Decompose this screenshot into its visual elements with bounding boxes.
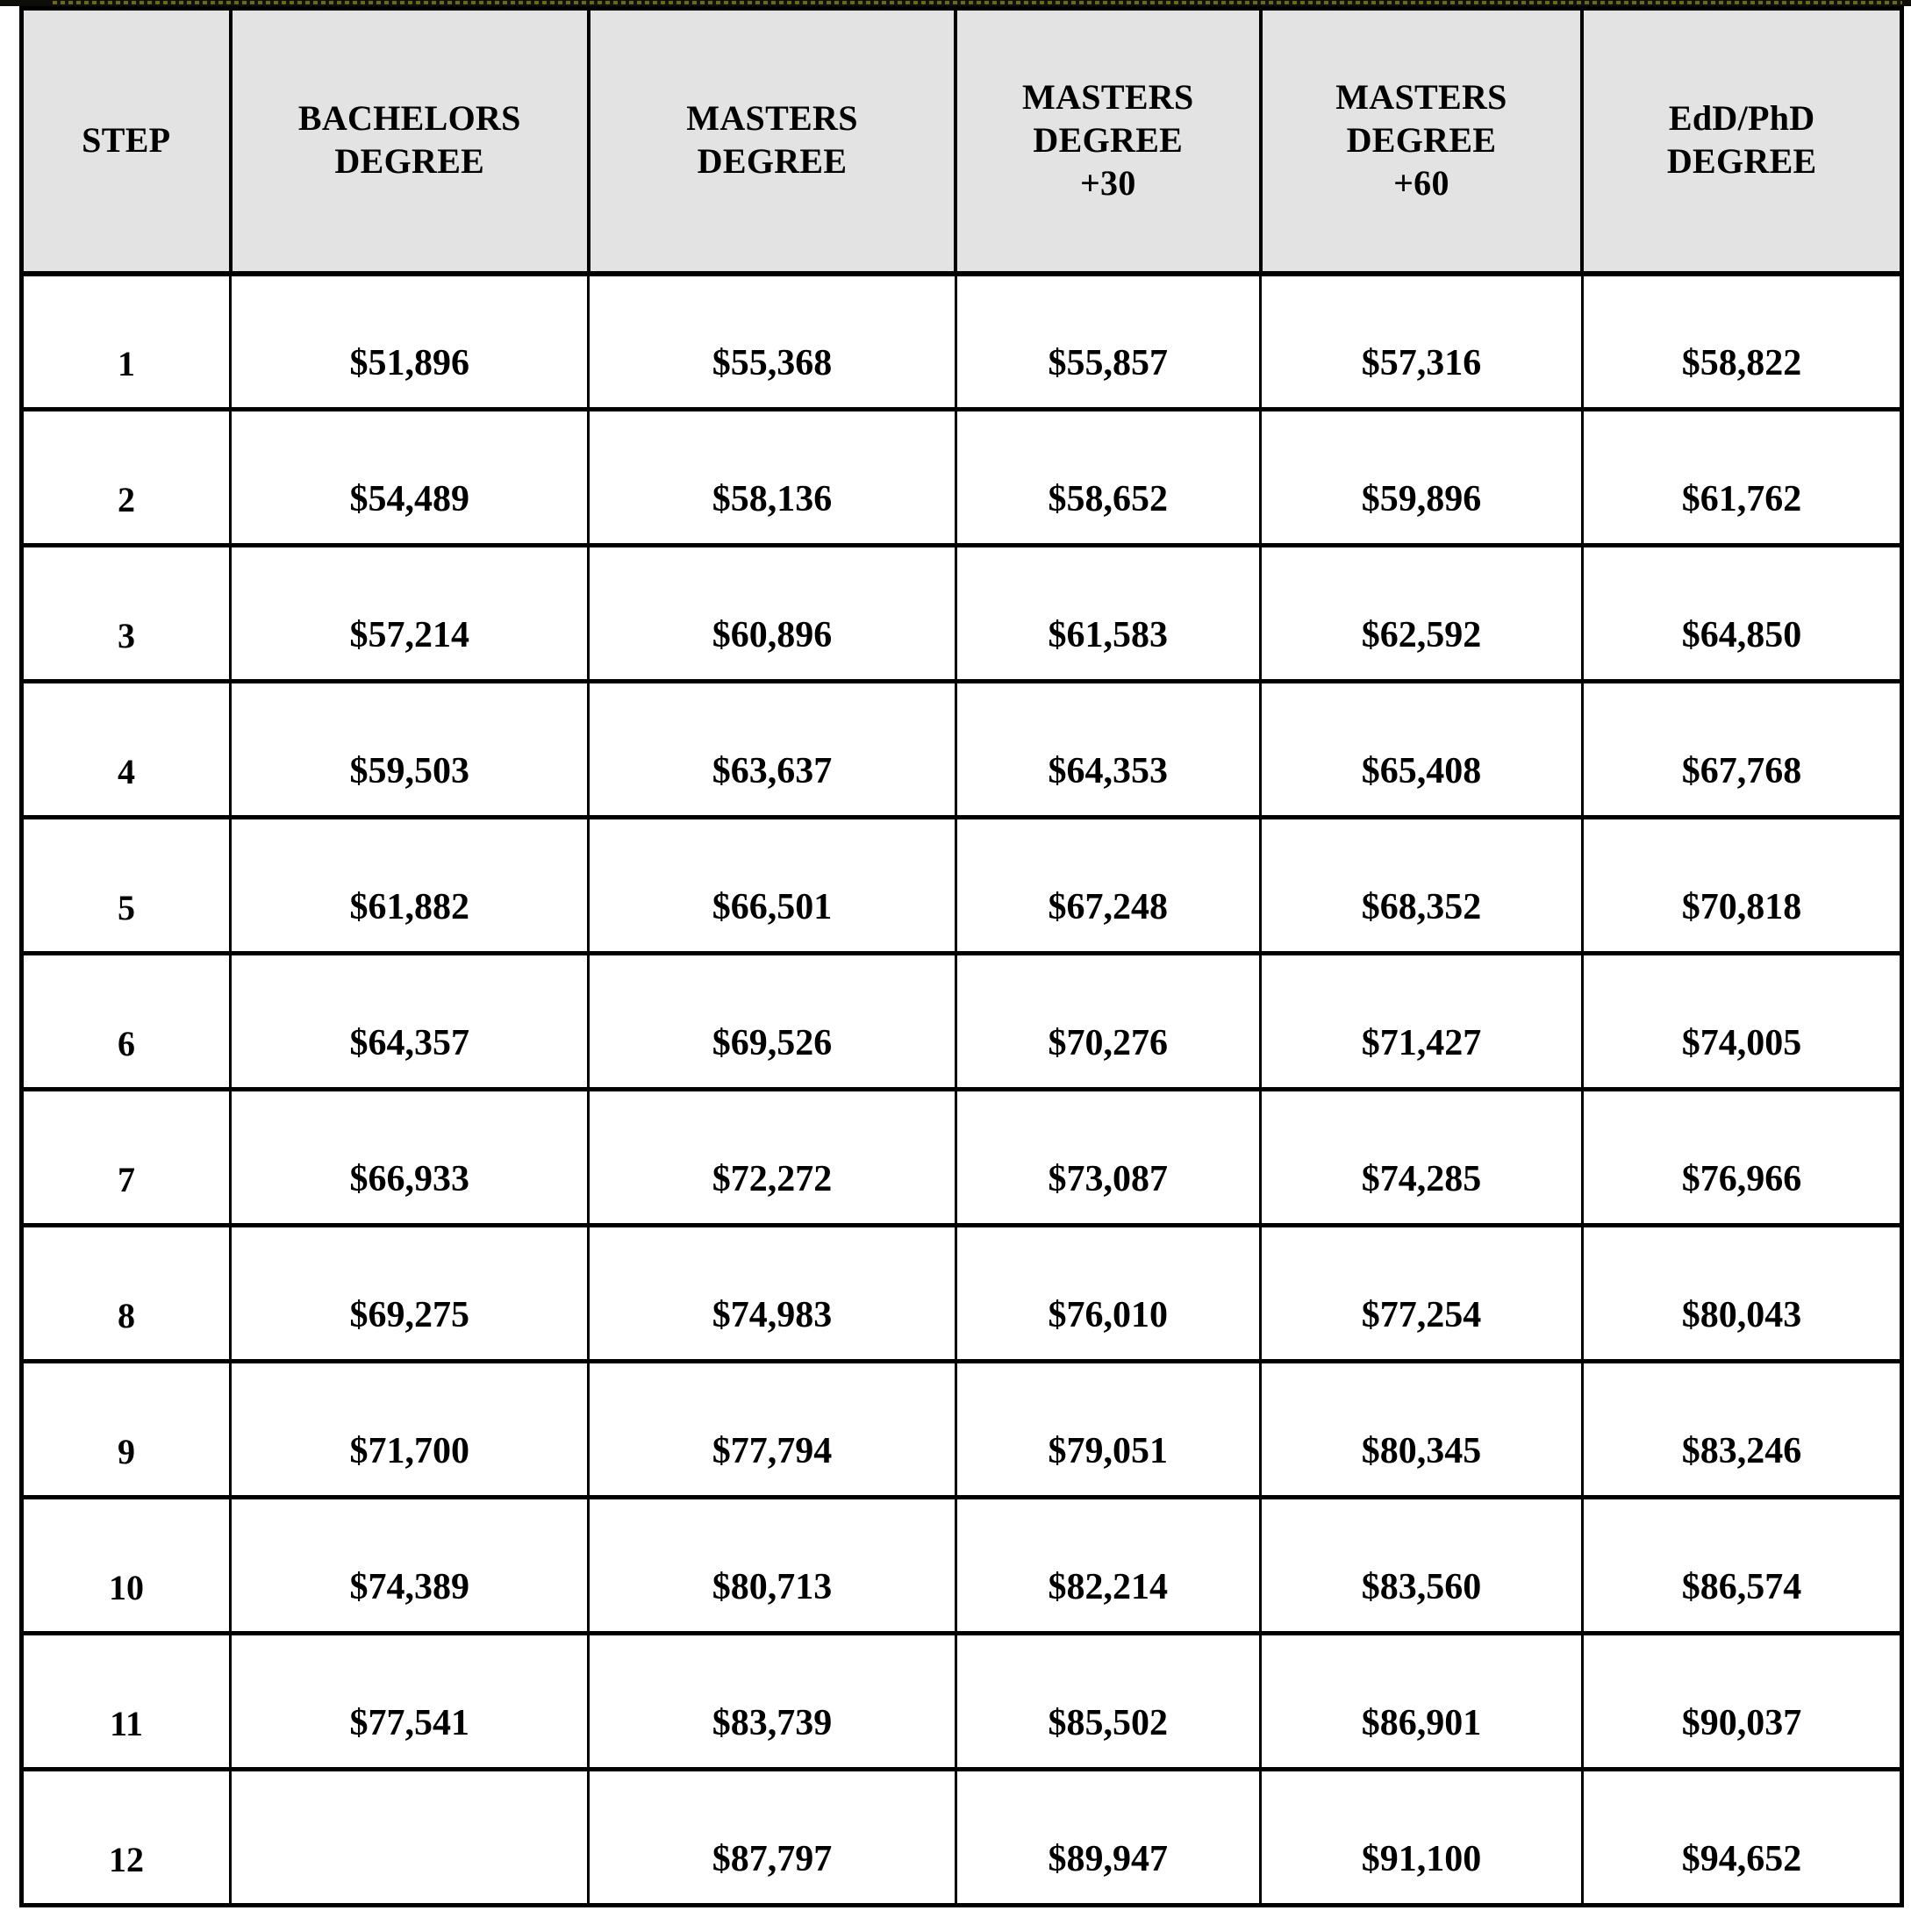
- table-row: [22, 1634, 1902, 1770]
- salary-cell-mast30: $70,276: [956, 954, 1260, 1090]
- step-cell: 11: [22, 1634, 231, 1770]
- table-row: [22, 1770, 1902, 1906]
- table-body: [22, 274, 1902, 1906]
- step-cell: 2: [22, 410, 231, 546]
- salary-cell-mast30: $73,087: [956, 1090, 1260, 1226]
- salary-cell-mast: $69,526: [589, 954, 956, 1090]
- salary-cell-edd: $61,762: [1582, 410, 1901, 546]
- step-cell: 3: [22, 546, 231, 682]
- table-row: [22, 818, 1902, 954]
- step-cell: 12: [22, 1770, 231, 1906]
- step-cell: 9: [22, 1362, 231, 1498]
- salary-cell-mast60: $71,427: [1261, 954, 1583, 1090]
- column-header-step: [22, 9, 231, 274]
- column-header-edd: [1582, 9, 1901, 274]
- salary-cell-mast: $63,637: [589, 682, 956, 818]
- salary-cell-mast30: $85,502: [956, 1634, 1260, 1770]
- salary-cell-bach: $51,896: [231, 274, 589, 410]
- column-header-mast60: [1261, 9, 1583, 274]
- salary-cell-edd: $83,246: [1582, 1362, 1901, 1498]
- salary-cell-mast60: $65,408: [1261, 682, 1583, 818]
- salary-cell-bach: $61,882: [231, 818, 589, 954]
- salary-cell-mast: $72,272: [589, 1090, 956, 1226]
- salary-cell-bach: $54,489: [231, 410, 589, 546]
- step-cell: 5: [22, 818, 231, 954]
- cropped-text-remnant: [53, 1, 1902, 4]
- salary-cell-edd: $76,966: [1582, 1090, 1901, 1226]
- salary-cell-bach: [231, 1770, 589, 1906]
- column-header-line: +60: [1393, 162, 1449, 203]
- salary-cell-mast: $74,983: [589, 1226, 956, 1362]
- column-header-line: DEGREE: [1666, 141, 1817, 182]
- column-header-line: +30: [1079, 162, 1136, 203]
- salary-cell-edd: $70,818: [1582, 818, 1901, 954]
- salary-cell-mast30: $89,947: [956, 1770, 1260, 1906]
- column-header-line: MASTERS: [1022, 77, 1194, 118]
- column-header-line: DEGREE: [697, 141, 848, 182]
- salary-cell-edd: $64,850: [1582, 546, 1901, 682]
- table-row: [22, 1090, 1902, 1226]
- salary-cell-mast30: $82,214: [956, 1498, 1260, 1634]
- table-row: [22, 954, 1902, 1090]
- salary-cell-edd: $86,574: [1582, 1498, 1901, 1634]
- salary-cell-mast: $58,136: [589, 410, 956, 546]
- salary-cell-mast60: $83,560: [1261, 1498, 1583, 1634]
- salary-cell-mast30: $76,010: [956, 1226, 1260, 1362]
- salary-cell-bach: $64,357: [231, 954, 589, 1090]
- column-header-mast30: [956, 9, 1260, 274]
- salary-cell-mast60: $68,352: [1261, 818, 1583, 954]
- column-header-bach: [231, 9, 589, 274]
- salary-cell-bach: $69,275: [231, 1226, 589, 1362]
- salary-cell-mast60: $57,316: [1261, 274, 1583, 410]
- column-header-line: MASTERS: [1335, 77, 1507, 118]
- salary-cell-mast60: $59,896: [1261, 410, 1583, 546]
- table-row: [22, 1498, 1902, 1634]
- salary-schedule-sheet: [19, 6, 1904, 1907]
- salary-cell-mast: $83,739: [589, 1634, 956, 1770]
- salary-cell-mast60: $80,345: [1261, 1362, 1583, 1498]
- salary-cell-mast30: $55,857: [956, 274, 1260, 410]
- cropped-row-above-sliver: [0, 0, 1911, 6]
- salary-cell-bach: $57,214: [231, 546, 589, 682]
- table-header: [22, 9, 1902, 274]
- table-row: [22, 682, 1902, 818]
- column-header-line: MASTERS: [686, 98, 858, 139]
- salary-cell-mast: $55,368: [589, 274, 956, 410]
- table-row: [22, 410, 1902, 546]
- salary-cell-mast30: $58,652: [956, 410, 1260, 546]
- salary-cell-edd: $80,043: [1582, 1226, 1901, 1362]
- salary-cell-mast: $60,896: [589, 546, 956, 682]
- salary-cell-mast60: $77,254: [1261, 1226, 1583, 1362]
- column-header-line: DEGREE: [1346, 119, 1497, 160]
- salary-cell-mast: $80,713: [589, 1498, 956, 1634]
- step-cell: 10: [22, 1498, 231, 1634]
- salary-cell-bach: $77,541: [231, 1634, 589, 1770]
- salary-cell-edd: $67,768: [1582, 682, 1901, 818]
- step-cell: 6: [22, 954, 231, 1090]
- salary-schedule-table: [19, 6, 1904, 1907]
- step-cell: 8: [22, 1226, 231, 1362]
- column-header-line: STEP: [82, 119, 171, 160]
- header-row: [22, 9, 1902, 274]
- table-row: [22, 1362, 1902, 1498]
- salary-cell-mast30: $61,583: [956, 546, 1260, 682]
- salary-cell-mast60: $62,592: [1261, 546, 1583, 682]
- salary-cell-bach: $66,933: [231, 1090, 589, 1226]
- salary-cell-edd: $58,822: [1582, 274, 1901, 410]
- salary-cell-mast: $87,797: [589, 1770, 956, 1906]
- salary-cell-mast60: $86,901: [1261, 1634, 1583, 1770]
- salary-cell-mast60: $74,285: [1261, 1090, 1583, 1226]
- column-header-line: EdD/PhD: [1668, 98, 1815, 139]
- table-row: [22, 1226, 1902, 1362]
- salary-cell-mast30: $67,248: [956, 818, 1260, 954]
- salary-cell-mast: $77,794: [589, 1362, 956, 1498]
- table-row: [22, 274, 1902, 410]
- step-cell: 1: [22, 274, 231, 410]
- step-cell: 7: [22, 1090, 231, 1226]
- salary-cell-bach: $71,700: [231, 1362, 589, 1498]
- salary-cell-bach: $59,503: [231, 682, 589, 818]
- salary-cell-mast30: $64,353: [956, 682, 1260, 818]
- salary-cell-edd: $90,037: [1582, 1634, 1901, 1770]
- salary-cell-edd: $94,652: [1582, 1770, 1901, 1906]
- column-header-line: DEGREE: [1033, 119, 1184, 160]
- table-row: [22, 546, 1902, 682]
- column-header-line: DEGREE: [334, 141, 485, 182]
- column-header-line: BACHELORS: [297, 98, 521, 139]
- salary-cell-edd: $74,005: [1582, 954, 1901, 1090]
- column-header-mast: [589, 9, 956, 274]
- salary-cell-mast: $66,501: [589, 818, 956, 954]
- salary-cell-mast60: $91,100: [1261, 1770, 1583, 1906]
- salary-cell-bach: $74,389: [231, 1498, 589, 1634]
- step-cell: 4: [22, 682, 231, 818]
- salary-cell-mast30: $79,051: [956, 1362, 1260, 1498]
